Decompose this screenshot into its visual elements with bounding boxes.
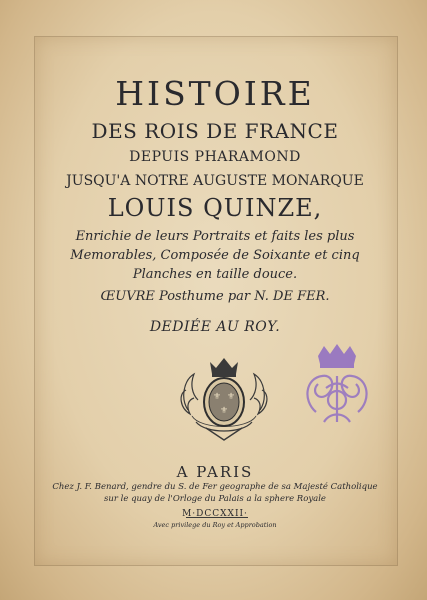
title-depuis-pharamond: DEPUIS PHARAMOND: [129, 149, 301, 165]
subtitle-line-2: Memorables, Composée de Soixante et cinq: [70, 248, 360, 263]
imprint-place: A PARIS: [176, 463, 254, 481]
title-histoire: HISTOIRE: [115, 74, 315, 113]
title-louis-quinze: LOUIS QUINZE,: [107, 194, 323, 222]
title-jusqua-monarque: JUSQU'A NOTRE AUGUSTE MONARQUE: [66, 173, 364, 189]
svg-text:⚜: ⚜: [219, 406, 229, 416]
title-rois-de-france: DES ROIS DE FRANCE: [91, 119, 339, 143]
author-line: ŒUVRE Posthume par N. DE FER.: [100, 289, 330, 304]
imprint-date: M·DCCXXII·: [182, 509, 248, 519]
svg-text:⚜: ⚜: [212, 392, 222, 402]
subtitle-line-3: Planches en taille douce.: [132, 267, 298, 282]
imprint-privilege: Avec privilege du Roy et Approbation: [153, 521, 277, 529]
coat-of-arms-icon: [176, 350, 272, 446]
subtitle-line-1: Enrichie de leurs Portraits et faits les plus: [75, 229, 355, 244]
imprint-publisher: Chez J. F. Benard, gendre du S. de Fer geographe de sa Majesté Catholique: [52, 482, 378, 492]
dedication-line: DEDIÉE AU ROY.: [149, 319, 281, 335]
divider: [186, 517, 248, 518]
imprint-address: sur le quay de l'Orloge du Palais a la sphere Royale: [104, 494, 326, 504]
svg-text:⚜: ⚜: [226, 392, 236, 402]
crowned-monogram-stamp-icon: [296, 342, 378, 428]
